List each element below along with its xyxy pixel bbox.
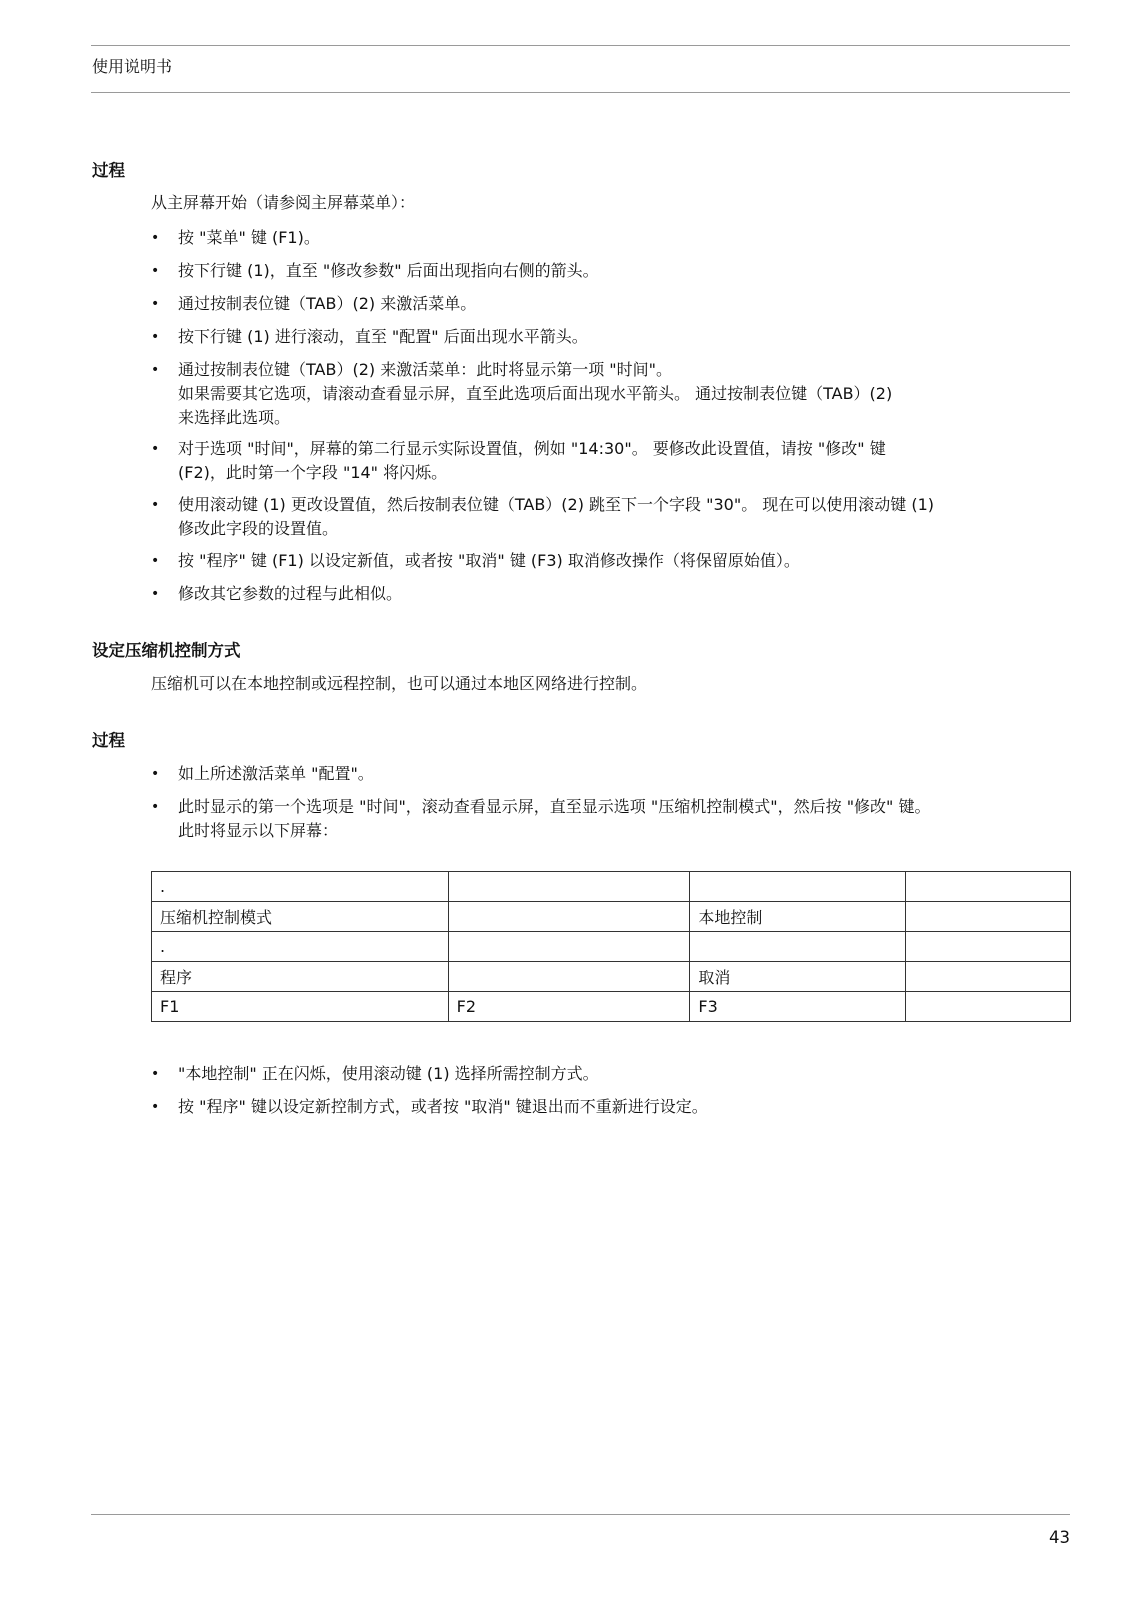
section-heading-procedure-2: 过程 <box>92 731 125 750</box>
header-top-rule <box>91 45 1070 46</box>
table-cell <box>906 902 1071 932</box>
list-item <box>151 358 1071 430</box>
list-item-text: 对于选项 "时间"，屏幕的第二行显示实际设置值，例如 "14:30"。 要修改此设置值，请按 "修改" 键 (F2)，此时第一个字段 "14" 将闪烁。 <box>178 439 886 482</box>
table-cell <box>448 932 690 962</box>
table-cell: . <box>152 932 449 962</box>
list-item <box>151 493 1071 541</box>
list-item <box>151 259 1071 283</box>
bullet-dot: • <box>151 296 160 312</box>
bullet-dot: • <box>151 1066 160 1082</box>
table-cell: F2 <box>448 992 690 1022</box>
table-cell <box>690 872 906 902</box>
table-cell: . <box>152 872 449 902</box>
table-cell <box>448 872 690 902</box>
table-row <box>152 902 1071 932</box>
table-row <box>152 992 1071 1022</box>
document-title: 使用说明书 <box>92 57 173 76</box>
list-item-text: 按下行键 (1) 进行滚动，直至 "配置" 后面出现水平箭头。 <box>178 327 588 346</box>
table-cell <box>906 992 1071 1022</box>
table-cell: 压缩机控制模式 <box>152 902 449 932</box>
table-cell: 程序 <box>152 962 449 992</box>
list-item-text: 通过按制表位键（TAB）(2) 来激活菜单。 <box>178 294 477 313</box>
list-item-text: 使用滚动键 (1) 更改设置值，然后按制表位键（TAB）(2) 跳至下一个字段 "30"。 现在可以使用滚动键 (1) 修改此字段的设置值。 <box>178 495 935 538</box>
table-row <box>152 932 1071 962</box>
table-cell <box>448 962 690 992</box>
list-item-text: 按 "程序" 键 (F1) 以设定新值，或者按 "取消" 键 (F3) 取消修改操作（将保留原始值）。 <box>178 551 800 570</box>
bullet-dot: • <box>151 766 160 782</box>
section2-text: 压缩机可以在本地控制或远程控制，也可以通过本地区网络进行控制。 <box>151 674 648 693</box>
section-heading-compressor-control: 设定压缩机控制方式 <box>92 641 241 660</box>
table-cell <box>690 932 906 962</box>
bullet-dot: • <box>151 553 160 569</box>
table-cell: F1 <box>152 992 449 1022</box>
list-item <box>151 325 1071 349</box>
bullet-dot: • <box>151 799 160 815</box>
list-item-text: "本地控制" 正在闪烁，使用滚动键 (1) 选择所需控制方式。 <box>178 1064 599 1083</box>
list-item <box>151 1095 1071 1119</box>
table-row <box>152 872 1071 902</box>
section-heading-procedure-1: 过程 <box>92 161 125 180</box>
list-item-text: 如上所述激活菜单 "配置"。 <box>178 764 374 783</box>
table-cell: 取消 <box>690 962 906 992</box>
header-bottom-rule <box>91 92 1070 93</box>
bullet-dot: • <box>151 1099 160 1115</box>
list-item <box>151 762 1071 786</box>
bullet-dot: • <box>151 497 160 513</box>
page-number: 43 <box>1049 1528 1070 1547</box>
table-cell <box>906 872 1071 902</box>
table-cell <box>448 902 690 932</box>
list-item-text: 通过按制表位键（TAB）(2) 来激活菜单：此时将显示第一项 "时间"。 如果需要其它选项，请滚动查看显示屏，直至此选项后面出现水平箭头。 通过按制表位键（TAB）(2) 来选择此选项。 <box>178 360 893 427</box>
bullet-dot: • <box>151 586 160 602</box>
table-cell: F3 <box>690 992 906 1022</box>
list-item <box>151 549 1071 573</box>
bullet-dot: • <box>151 362 160 378</box>
list-item <box>151 582 1071 606</box>
footer-rule <box>91 1514 1070 1515</box>
list-item-text: 按 "菜单" 键 (F1)。 <box>178 228 320 247</box>
bullet-dot: • <box>151 230 160 246</box>
list-item <box>151 437 1071 485</box>
list-item <box>151 226 1071 250</box>
section1-intro: 从主屏幕开始（请参阅主屏幕菜单）： <box>151 193 416 212</box>
list-item <box>151 1062 1071 1086</box>
table-cell: 本地控制 <box>690 902 906 932</box>
list-item <box>151 292 1071 316</box>
table-cell <box>906 962 1071 992</box>
table-cell <box>906 932 1071 962</box>
table-row <box>152 962 1071 992</box>
bullet-dot: • <box>151 441 160 457</box>
display-screen-table <box>151 871 1071 1022</box>
list-item <box>151 795 1071 843</box>
bullet-dot: • <box>151 329 160 345</box>
list-item-text: 按 "程序" 键以设定新控制方式，或者按 "取消" 键退出而不重新进行设定。 <box>178 1097 708 1116</box>
bullet-dot: • <box>151 263 160 279</box>
list-item-text: 按下行键 (1)，直至 "修改参数" 后面出现指向右侧的箭头。 <box>178 261 599 280</box>
list-item-text: 修改其它参数的过程与此相似。 <box>178 584 403 603</box>
list-item-text: 此时显示的第一个选项是 "时间"，滚动查看显示屏，直至显示选项 "压缩机控制模式"，然后按 "修改" 键。 此时将显示以下屏幕： <box>178 797 931 840</box>
